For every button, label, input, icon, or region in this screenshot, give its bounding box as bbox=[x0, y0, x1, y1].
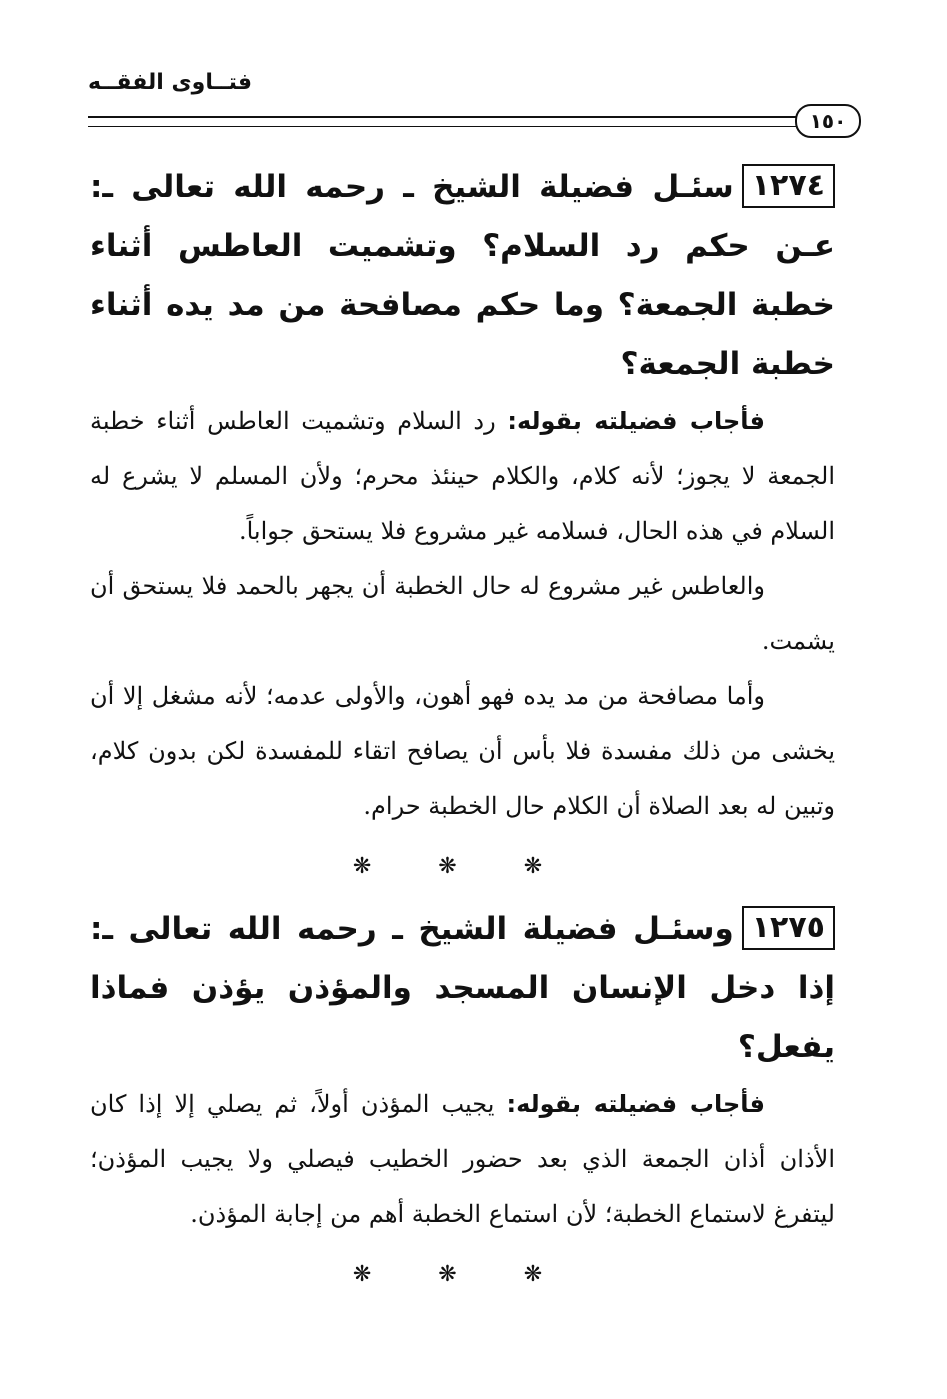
question-text-1274: سئـل فضيلة الشيخ ـ رحمه الله تعالى ـ: عـن حكم رد السلام؟ وتشميت العاطس أثناء خطبة الجمعة؟ وما حكم مصافحة من مد يده أثناء خطبة الجمعة؟ bbox=[90, 169, 835, 382]
answer-lead-1274: فأجاب فضيلته بقوله: bbox=[507, 407, 765, 435]
answer-1274-paragraph-2: والعاطس غير مشروع له حال الخطبة أن يجهر بالحمد فلا يستحق أن يشمت. bbox=[90, 572, 835, 655]
answer-text-1274-1: رد السلام وتشميت العاطس أثناء خطبة الجمعة لا يجوز؛ لأنه كلام، والكلام حينئذ محرم؛ ولأن المسلم لا يشرع له السلام في هذه الحال، فسلامه غير مشروع فلا يستحق جواباً. bbox=[90, 407, 835, 545]
section-separator-end: ❋ ❋ ❋ bbox=[352, 1262, 573, 1287]
answer-1275-paragraph-1 bbox=[90, 1077, 835, 1242]
section-separator: ❋ ❋ ❋ bbox=[352, 854, 573, 879]
question-1274 bbox=[90, 158, 835, 394]
answer-1274-paragraph-3: وأما مصافحة من مد يده فهو أهون، والأولى عدمه؛ لأنه مشغل إلا أن يخشى من ذلك مفسدة فلا بأس أن يصافح اتقاء للمفسدة لكن بدون كلام، وتبين له بعد الصلاة أن الكلام حال الخطبة حرام. bbox=[90, 682, 835, 820]
answer-text-1275-1: يجيب المؤذن أولاً، ثم يصلي إلا إذا كان الأذان أذان الجمعة الذي بعد حضور الخطيب فيصلي ولا يجيب المؤذن؛ ليتفرغ لاستماع الخطبة؛ لأن استماع الخطبة أهم من إجابة المؤذن. bbox=[90, 1090, 835, 1228]
page-content bbox=[90, 158, 835, 1308]
question-1275 bbox=[90, 900, 835, 1077]
question-text-1275: وسئـل فضيلة الشيخ ـ رحمه الله تعالى ـ: إذا دخل الإنسان المسجد والمؤذن يؤذن فماذا يفعل؟ bbox=[90, 911, 835, 1065]
question-number-1275: ١٢٧٥ bbox=[742, 906, 835, 950]
header-rule bbox=[88, 116, 800, 127]
answer-1274-paragraph-1 bbox=[90, 394, 835, 559]
answer-lead-1275: فأجاب فضيلته بقوله: bbox=[506, 1090, 765, 1118]
page-number: ١٥٠ bbox=[795, 104, 861, 138]
running-title: فتــاوى الفقــه bbox=[88, 70, 253, 95]
question-number-1274: ١٢٧٤ bbox=[742, 164, 835, 208]
